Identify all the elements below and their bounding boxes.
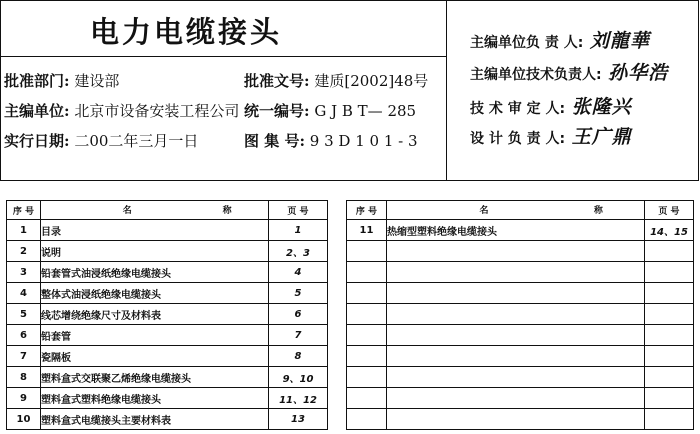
row-page: 1 (269, 220, 328, 241)
table-row (347, 367, 694, 388)
row-num: 11 (347, 220, 387, 241)
row-page (645, 325, 694, 346)
approval-doc: 批准文号: 建质[2002]48号 (244, 72, 429, 90)
signature-row: 主编单位负 责 人: 刘龍華 (470, 30, 650, 52)
table-row (7, 346, 328, 367)
table-row (347, 346, 694, 367)
table-header-row (347, 201, 694, 220)
atlas-no-label: 图 集 号 (244, 132, 300, 150)
contents-table-right (346, 200, 694, 430)
effective-date-value: 二00二年三月一日 (74, 132, 199, 150)
row-name (387, 367, 645, 388)
effective-date-label: 实行日期 (4, 132, 65, 150)
col-header-num: 序 号 (7, 201, 41, 220)
row-num: 2 (7, 241, 41, 262)
row-page: 13 (269, 409, 328, 430)
row-num: 1 (7, 220, 41, 241)
row-page (645, 304, 694, 325)
editor-unit-value: 北京市设备安装工程公司 (74, 102, 240, 120)
row-num (347, 346, 387, 367)
unified-no-value: G J B T— 285 (314, 102, 417, 120)
row-page: 14、15 (645, 220, 694, 241)
col-header-page: 页 号 (645, 201, 694, 220)
table-row (7, 241, 328, 262)
row-num: 3 (7, 262, 41, 283)
row-num (347, 283, 387, 304)
approval-dept-value: 建设部 (74, 72, 120, 90)
row-name: 整体式油浸纸绝缘电缆接头 (41, 283, 269, 304)
table-row (7, 220, 328, 241)
signature: 刘龍華 (589, 30, 650, 52)
table-row (347, 283, 694, 304)
signature-row: 设 计 负 责 人: 王广鼎 (470, 126, 632, 148)
table-row (7, 367, 328, 388)
row-num: 8 (7, 367, 41, 388)
table-row (347, 304, 694, 325)
row-name (387, 409, 645, 430)
signature-role: 主编单位负 责 人 (470, 35, 578, 51)
row-page: 6 (269, 304, 328, 325)
unified-no-label: 统一编号 (244, 102, 305, 120)
table-row (7, 304, 328, 325)
row-name (387, 283, 645, 304)
document-header (0, 0, 699, 181)
approval-doc-value: 建质[2002]48号 (314, 72, 429, 90)
row-name: 铅套管 (41, 325, 269, 346)
table-row (347, 241, 694, 262)
atlas-no-value: 9 3 D 1 0 1 - 3 (309, 132, 418, 150)
row-name (387, 304, 645, 325)
row-page: 8 (269, 346, 328, 367)
row-page: 2、3 (269, 241, 328, 262)
row-num (347, 304, 387, 325)
signature-role: 设 计 负 责 人 (470, 131, 560, 147)
table-row (7, 283, 328, 304)
row-name: 线芯增绕绝缘尺寸及材料表 (41, 304, 269, 325)
signature-row: 技 术 审 定 人: 张隆兴 (470, 96, 632, 118)
row-num (347, 367, 387, 388)
col-header-name-part: 名 (122, 206, 132, 216)
row-name: 目录 (41, 220, 269, 241)
row-num: 5 (7, 304, 41, 325)
table-row (7, 262, 328, 283)
header-bottom-border (0, 180, 699, 181)
row-num: 9 (7, 388, 41, 409)
row-num (347, 388, 387, 409)
page-title: 电力电缆接头 (90, 15, 283, 49)
table-row (347, 220, 694, 241)
row-name (387, 325, 645, 346)
signature-divider (446, 0, 447, 181)
col-header-page: 页 号 (269, 201, 328, 220)
row-page: 7 (269, 325, 328, 346)
row-page: 9、10 (269, 367, 328, 388)
editor-unit-label: 主编单位 (4, 102, 65, 120)
row-num: 10 (7, 409, 41, 430)
unified-no: 统一编号: G J B T— 285 (244, 102, 417, 120)
row-name: 热缩型塑料绝缘电缆接头 (387, 220, 645, 241)
header-right-border (698, 0, 699, 181)
header-top-border (0, 0, 699, 1)
editor-unit: 主编单位: 北京市设备安装工程公司 (4, 102, 240, 120)
row-name: 说明 (41, 241, 269, 262)
row-page (645, 367, 694, 388)
row-name (387, 388, 645, 409)
header-left-border (0, 0, 1, 181)
row-name (387, 262, 645, 283)
atlas-no: 图 集 号: 9 3 D 1 0 1 - 3 (244, 132, 418, 150)
signature: 王广鼎 (571, 126, 632, 148)
row-num: 7 (7, 346, 41, 367)
col-header-num: 序 号 (347, 201, 387, 220)
signature: 孙华浩 (608, 62, 669, 84)
row-name (387, 241, 645, 262)
col-header-name-part: 称 (593, 206, 603, 216)
row-name: 塑料盒式电缆接头主要材料表 (41, 409, 269, 430)
table-header-row (7, 201, 328, 220)
table-row (7, 388, 328, 409)
row-page (645, 283, 694, 304)
contents-table-left (6, 200, 328, 430)
signature-role: 技 术 审 定 人 (470, 101, 560, 117)
table-row (347, 262, 694, 283)
row-num (347, 325, 387, 346)
row-page: 4 (269, 262, 328, 283)
approval-doc-label: 批准文号 (244, 72, 305, 90)
approval-dept-label: 批准部门 (4, 72, 65, 90)
row-num (347, 262, 387, 283)
row-page (645, 241, 694, 262)
approval-dept: 批准部门: 建设部 (4, 72, 120, 90)
row-name: 塑料盒式交联聚乙烯绝缘电缆接头 (41, 367, 269, 388)
effective-date: 实行日期: 二00二年三月一日 (4, 132, 199, 150)
title-divider (0, 56, 446, 57)
row-page: 5 (269, 283, 328, 304)
col-header-name (387, 201, 645, 220)
col-header-name-part: 名 (479, 206, 489, 216)
signature-role: 主编单位技术负责人 (470, 67, 596, 83)
table-row (347, 388, 694, 409)
col-header-name-part: 称 (222, 206, 232, 216)
row-page (645, 346, 694, 367)
table-row (7, 409, 328, 430)
row-name: 瓷隔板 (41, 346, 269, 367)
row-num (347, 409, 387, 430)
table-row (347, 409, 694, 430)
signature-row: 主编单位技术负责人: 孙华浩 (470, 62, 669, 84)
row-name (387, 346, 645, 367)
row-num (347, 241, 387, 262)
row-page (645, 262, 694, 283)
row-page (645, 409, 694, 430)
row-num: 6 (7, 325, 41, 346)
signature: 张隆兴 (571, 96, 632, 118)
table-row (347, 325, 694, 346)
table-row (7, 325, 328, 346)
row-name: 铅套管式油浸纸绝缘电缆接头 (41, 262, 269, 283)
row-num: 4 (7, 283, 41, 304)
row-name: 塑料盒式塑料绝缘电缆接头 (41, 388, 269, 409)
row-page: 11、12 (269, 388, 328, 409)
row-page (645, 388, 694, 409)
col-header-name (41, 201, 269, 220)
